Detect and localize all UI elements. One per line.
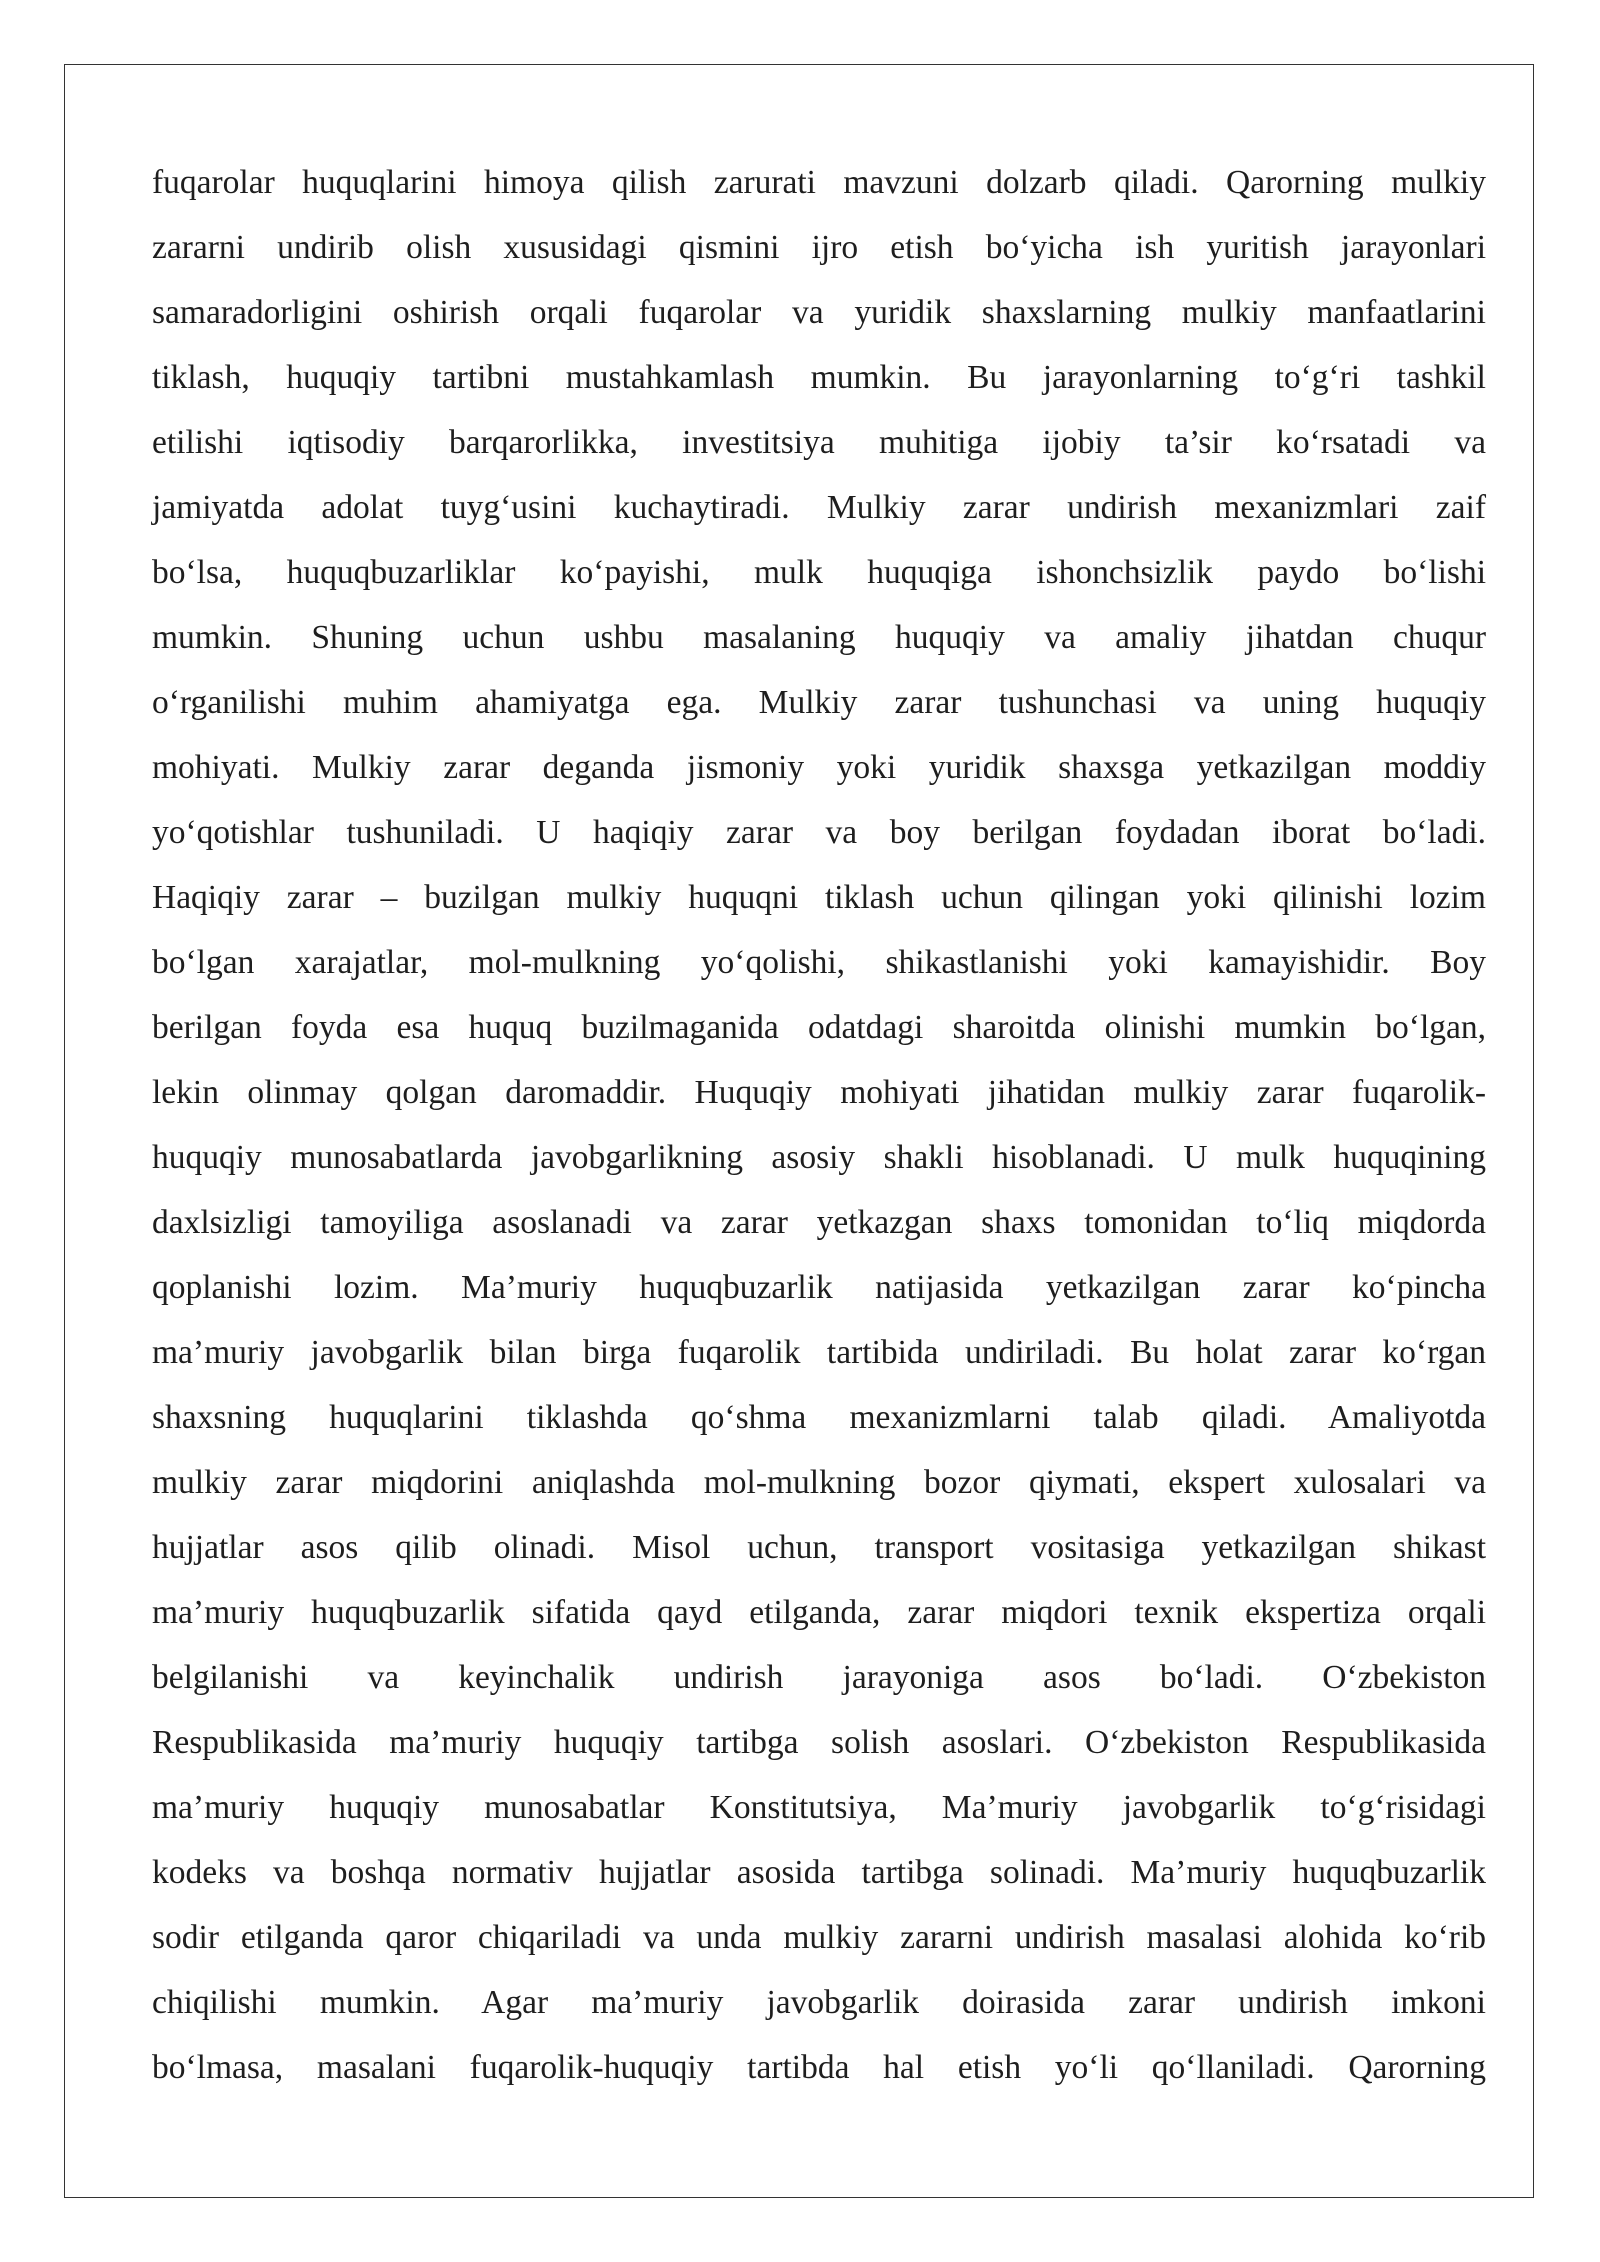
text-line: etilishi iqtisodiy barqarorlikka, investitsiya muhitiga ijobiy ta’sir ko‘rsatadi va [152,424,1486,461]
text-line: ma’muriy huquqbuzarlik sifatida qayd etilganda, zarar miqdori texnik ekspertiza orqali [152,1594,1486,1631]
text-line: fuqarolar huquqlarini himoya qilish zarurati mavzuni dolzarb qiladi. Qarorning mulkiy [152,164,1486,201]
text-line: huquqiy munosabatlarda javobgarlikning asosiy shakli hisoblanadi. U mulk huquqining [152,1139,1486,1176]
text-line: chiqilishi mumkin. Agar ma’muriy javobgarlik doirasida zarar undirish imkoni [152,1984,1486,2021]
text-line: zararni undirib olish xususidagi qismini ijro etish bo‘yicha ish yuritish jarayonlari [152,229,1486,266]
text-line: bo‘lmasa, masalani fuqarolik-huquqiy tartibda hal etish yo‘li qo‘llaniladi. Qarorning [152,2049,1486,2086]
text-line: o‘rganilishi muhim ahamiyatga ega. Mulkiy zarar tushunchasi va uning huquqiy [152,684,1486,721]
body-paragraph [152,150,1486,2100]
text-line: ma’muriy javobgarlik bilan birga fuqarolik tartibida undiriladi. Bu holat zarar ko‘rgan [152,1334,1486,1371]
text-line: hujjatlar asos qilib olinadi. Misol uchun, transport vositasiga yetkazilgan shikast [152,1529,1486,1566]
text-line: yo‘qotishlar tushuniladi. U haqiqiy zarar va boy berilgan foydadan iborat bo‘ladi. [152,814,1486,851]
text-line: lekin olinmay qolgan daromaddir. Huquqiy mohiyati jihatidan mulkiy zarar fuqarolik- [152,1074,1486,1111]
text-line: daxlsizligi tamoyiliga asoslanadi va zarar yetkazgan shaxs tomonidan to‘liq miqdorda [152,1204,1486,1241]
text-line: bo‘lgan xarajatlar, mol-mulkning yo‘qolishi, shikastlanishi yoki kamayishidir. Boy [152,944,1486,981]
text-line: tiklash, huquqiy tartibni mustahkamlash mumkin. Bu jarayonlarning to‘g‘ri tashkil [152,359,1486,396]
text-line: belgilanishi va keyinchalik undirish jarayoniga asos bo‘ladi. O‘zbekiston [152,1659,1486,1696]
text-line: berilgan foyda esa huquq buzilmaganida odatdagi sharoitda olinishi mumkin bo‘lgan, [152,1009,1486,1046]
text-line: mulkiy zarar miqdorini aniqlashda mol-mulkning bozor qiymati, ekspert xulosalari va [152,1464,1486,1501]
text-line: mohiyati. Mulkiy zarar deganda jismoniy yoki yuridik shaxsga yetkazilgan moddiy [152,749,1486,786]
text-line: ma’muriy huquqiy munosabatlar Konstitutsiya, Ma’muriy javobgarlik to‘g‘risidagi [152,1789,1486,1826]
text-line: samaradorligini oshirish orqali fuqarolar va yuridik shaxslarning mulkiy manfaatlarini [152,294,1486,331]
text-line: kodeks va boshqa normativ hujjatlar asosida tartibga solinadi. Ma’muriy huquqbuzarlik [152,1854,1486,1891]
text-line: jamiyatda adolat tuyg‘usini kuchaytiradi. Mulkiy zarar undirish mexanizmlari zaif [152,489,1486,526]
text-line: sodir etilganda qaror chiqariladi va unda mulkiy zararni undirish masalasi alohida ko‘rib [152,1919,1486,1956]
text-line: Haqiqiy zarar – buzilgan mulkiy huquqni tiklash uchun qilingan yoki qilinishi lozim [152,879,1486,916]
text-line: qoplanishi lozim. Ma’muriy huquqbuzarlik natijasida yetkazilgan zarar ko‘pincha [152,1269,1486,1306]
text-line: bo‘lsa, huquqbuzarliklar ko‘payishi, mulk huquqiga ishonchsizlik paydo bo‘lishi [152,554,1486,591]
text-line: mumkin. Shuning uchun ushbu masalaning huquqiy va amaliy jihatdan chuqur [152,619,1486,656]
text-line: shaxsning huquqlarini tiklashda qo‘shma mexanizmlarni talab qiladi. Amaliyotda [152,1399,1486,1436]
text-line: Respublikasida ma’muriy huquqiy tartibga solish asoslari. O‘zbekiston Respublikasida [152,1724,1486,1761]
